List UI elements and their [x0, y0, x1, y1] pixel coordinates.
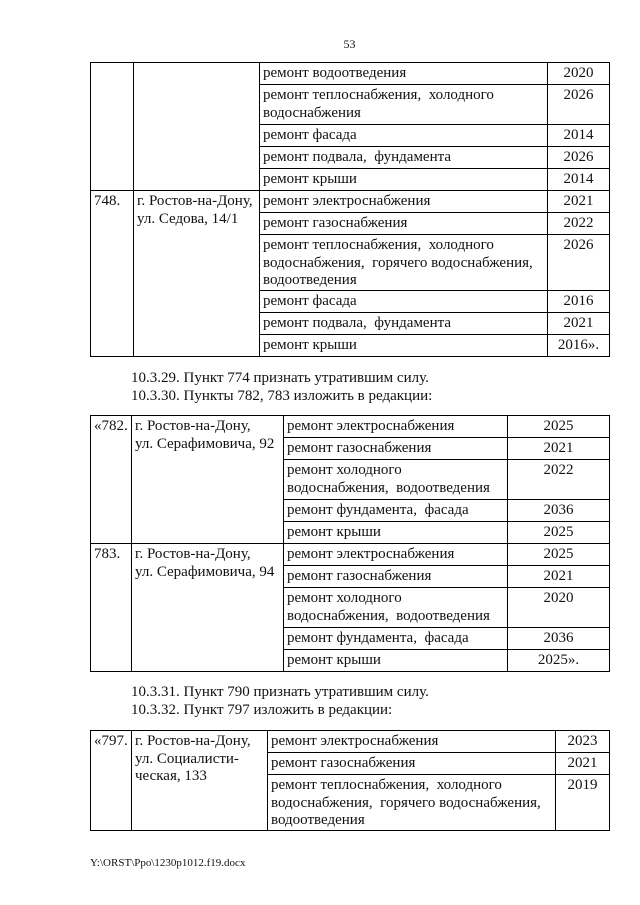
year-cell: 2026 [548, 235, 610, 291]
work-type-cell: ремонт крыши [284, 522, 508, 544]
table-row [91, 731, 610, 753]
address-cell: г. Ростов-на-Дону, ул. Серафимовича, 92 [132, 416, 284, 544]
year-cell: 2021 [508, 566, 610, 588]
work-type-cell: ремонт газоснабжения [284, 566, 508, 588]
work-type-cell: ремонт фасада [260, 291, 548, 313]
work-type-cell: ремонт холодного водоснабжения, водоотведения [284, 588, 508, 628]
year-cell: 2036 [508, 500, 610, 522]
year-cell: 2025 [508, 544, 610, 566]
page-number: 53 [343, 37, 356, 51]
year-cell: 2025 [508, 522, 610, 544]
year-cell: 2016 [548, 291, 610, 313]
year-cell: 2022 [548, 213, 610, 235]
year-cell: 2014 [548, 169, 610, 191]
entry-number-cell: 748. [91, 191, 134, 357]
work-type-cell: ремонт крыши [260, 335, 548, 357]
entry-number-cell [91, 63, 134, 191]
work-type-cell: ремонт электроснабжения [260, 191, 548, 213]
year-cell: 2021 [548, 313, 610, 335]
work-type-cell: ремонт теплоснабжения, холодного водоснабжения, горячего водоснабжения, водоотведения [268, 775, 556, 831]
entry-number-cell: 783. [91, 544, 132, 672]
works-table [90, 730, 610, 831]
year-cell: 2014 [548, 125, 610, 147]
work-type-cell: ремонт теплоснабжения, холодного водоснабжения, горячего водоснабжения, водоотведения [260, 235, 548, 291]
work-type-cell: ремонт фундамента, фасада [284, 628, 508, 650]
work-type-cell: ремонт крыши [284, 650, 508, 672]
year-cell: 2019 [556, 775, 610, 831]
year-cell: 2023 [556, 731, 610, 753]
table-row [91, 544, 610, 566]
year-cell: 2026 [548, 85, 610, 125]
address-cell: г. Ростов-на-Дону, ул. Серафимовича, 94 [132, 544, 284, 672]
year-cell: 2021 [556, 753, 610, 775]
year-cell: 2020 [508, 588, 610, 628]
year-cell: 2036 [508, 628, 610, 650]
work-type-cell: ремонт подвала, фундамента [260, 147, 548, 169]
clause-text: 10.3.32. Пункт 797 изложить в редакции: [131, 702, 393, 718]
work-type-cell: ремонт электроснабжения [268, 731, 556, 753]
works-table [90, 415, 610, 672]
work-type-cell: ремонт газоснабжения [284, 438, 508, 460]
works-table [90, 62, 610, 357]
year-cell: 2021 [548, 191, 610, 213]
work-type-cell: ремонт электроснабжения [284, 416, 508, 438]
file-path-footer: Y:\ORST\Ppo\1230p1012.f19.docx [90, 857, 246, 869]
year-cell: 2016». [548, 335, 610, 357]
entry-number-cell: «782. [91, 416, 132, 544]
year-cell: 2020 [548, 63, 610, 85]
work-type-cell: ремонт фасада [260, 125, 548, 147]
work-type-cell: ремонт фундамента, фасада [284, 500, 508, 522]
year-cell: 2025». [508, 650, 610, 672]
clause-text: 10.3.29. Пункт 774 признать утратившим силу. [131, 370, 429, 386]
work-type-cell: ремонт электроснабжения [284, 544, 508, 566]
table-row [91, 191, 610, 213]
year-cell: 2022 [508, 460, 610, 500]
year-cell: 2025 [508, 416, 610, 438]
work-type-cell: ремонт холодного водоснабжения, водоотведения [284, 460, 508, 500]
address-cell: г. Ростов-на-Дону, ул. Седова, 14/1 [134, 191, 260, 357]
work-type-cell: ремонт теплоснабжения, холодного водоснабжения [260, 85, 548, 125]
address-cell [134, 63, 260, 191]
clause-text: 10.3.31. Пункт 790 признать утратившим силу. [131, 684, 429, 700]
year-cell: 2021 [508, 438, 610, 460]
work-type-cell: ремонт крыши [260, 169, 548, 191]
address-cell: г. Ростов-на-Дону, ул. Социалисти- ческая, 133 [132, 731, 268, 831]
work-type-cell: ремонт подвала, фундамента [260, 313, 548, 335]
year-cell: 2026 [548, 147, 610, 169]
table-row [91, 416, 610, 438]
work-type-cell: ремонт газоснабжения [260, 213, 548, 235]
table-row [91, 63, 610, 85]
work-type-cell: ремонт газоснабжения [268, 753, 556, 775]
work-type-cell: ремонт водоотведения [260, 63, 548, 85]
entry-number-cell: «797. [91, 731, 132, 831]
clause-text: 10.3.30. Пункты 782, 783 изложить в редакции: [131, 388, 433, 404]
